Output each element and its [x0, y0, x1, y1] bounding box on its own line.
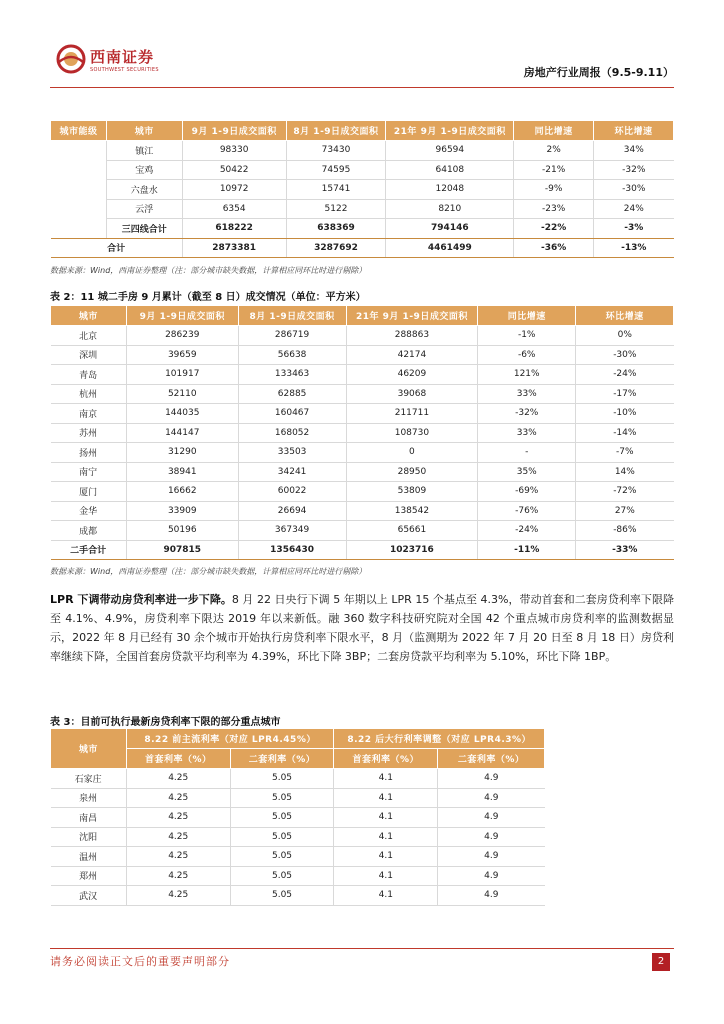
column-header: 8月 1-9日成交面积: [238, 306, 346, 326]
table-cell: 288863: [346, 326, 478, 346]
tier-cell: [51, 141, 107, 239]
table-cell: -: [478, 443, 576, 463]
page-header: [50, 38, 674, 88]
table-cell: 618222: [182, 219, 286, 239]
table-cell: 907815: [126, 540, 238, 560]
table-cell: 4.1: [334, 808, 438, 828]
table-cell: -69%: [478, 482, 576, 502]
table-cell: 温州: [51, 847, 127, 867]
table-row: [51, 827, 545, 847]
table-cell: -11%: [478, 540, 576, 560]
table-cell: 33909: [126, 501, 238, 521]
table-cell: -36%: [514, 238, 594, 258]
table-cell: 4.25: [126, 769, 230, 789]
table-cell: 青岛: [51, 365, 127, 385]
report-title: 房地产行业周报（9.5-9.11）: [523, 66, 674, 79]
table-cell: 46209: [346, 365, 478, 385]
table-row: [51, 521, 674, 541]
table-cell: -17%: [576, 384, 674, 404]
table-cell: 4.9: [438, 827, 545, 847]
table-cell: 南昌: [51, 808, 127, 828]
table-cell: 6354: [182, 199, 286, 219]
table-cell: 65661: [346, 521, 478, 541]
table-row: [51, 326, 674, 346]
column-header: 同比增速: [514, 121, 594, 141]
footer-divider: [50, 948, 674, 949]
table-cell: -13%: [594, 238, 674, 258]
table-cell: 0: [346, 443, 478, 463]
table-cell: 4.25: [126, 847, 230, 867]
table-cell: 北京: [51, 326, 127, 346]
table-cell: 64108: [386, 160, 514, 180]
table-row: [51, 769, 545, 789]
table-cell: 15741: [286, 180, 386, 200]
body-paragraph: [50, 590, 674, 666]
table-cell: 12048: [386, 180, 514, 200]
table-cell: 160467: [238, 404, 346, 424]
total-row: [51, 238, 674, 258]
table-cell: 4.9: [438, 769, 545, 789]
table-cell: 4461499: [386, 238, 514, 258]
table-cell: 38941: [126, 462, 238, 482]
table-cell: 8210: [386, 199, 514, 219]
table-row: [51, 808, 545, 828]
table-cell: 4.25: [126, 788, 230, 808]
company-logo: [50, 42, 250, 82]
table-row: [51, 501, 674, 521]
table-cell: 2%: [514, 141, 594, 161]
table-cell: 5.05: [230, 847, 334, 867]
table-cell: 144035: [126, 404, 238, 424]
table-cell: 286239: [126, 326, 238, 346]
table-cell: -32%: [478, 404, 576, 424]
table-row: [51, 365, 674, 385]
table-cell: 4.1: [334, 866, 438, 886]
table-cell: 4.1: [334, 788, 438, 808]
column-header: 二套利率（%）: [438, 749, 545, 769]
table-cell: 33%: [478, 384, 576, 404]
table-cell: 33%: [478, 423, 576, 443]
table-cell: 133463: [238, 365, 346, 385]
table-cell: 27%: [576, 501, 674, 521]
table-cell: -1%: [478, 326, 576, 346]
table-cell: 南宁: [51, 462, 127, 482]
table-header-row: [51, 729, 545, 749]
column-header: 首套利率（%）: [126, 749, 230, 769]
table-cell: 28950: [346, 462, 478, 482]
table-cell: 0%: [576, 326, 674, 346]
table-cell: 郑州: [51, 866, 127, 886]
table-row: [51, 866, 545, 886]
table-row: [51, 345, 674, 365]
table-cell: -30%: [594, 180, 674, 200]
table-caption: 表 2：11 城二手房 9 月累计（截至 8 日）成交情况（单位：平方米）: [50, 292, 366, 303]
group-header: 8.22 后大行利率调整（对应 LPR4.3%）: [334, 729, 545, 749]
table-cell: 云浮: [106, 199, 182, 219]
group-header: 8.22 前主流利率（对应 LPR4.45%）: [126, 729, 334, 749]
table-cell: 168052: [238, 423, 346, 443]
table-cell: 4.1: [334, 827, 438, 847]
table-cell: -6%: [478, 345, 576, 365]
table-cell: 39068: [346, 384, 478, 404]
table-cell: 宝鸡: [106, 160, 182, 180]
table-cell: 4.1: [334, 769, 438, 789]
logo-text: 西南证券: [90, 48, 155, 66]
table-cell: 33503: [238, 443, 346, 463]
table-cell: -30%: [576, 345, 674, 365]
table-cell: 4.1: [334, 847, 438, 867]
table-cell: 六盘水: [106, 180, 182, 200]
table-row: [51, 423, 674, 443]
table-cell: 5.05: [230, 788, 334, 808]
column-header: 21年 9月 1-9日成交面积: [346, 306, 478, 326]
table-cell: 121%: [478, 365, 576, 385]
table-cell: 101917: [126, 365, 238, 385]
mortgage-rate-table: [50, 728, 545, 906]
table-cell: 5.05: [230, 866, 334, 886]
table-cell: 南京: [51, 404, 127, 424]
table-cell: -86%: [576, 521, 674, 541]
table-row: [51, 886, 545, 906]
table-row: [51, 160, 674, 180]
table-cell: 4.25: [126, 886, 230, 906]
table-cell: 96594: [386, 141, 514, 161]
table-row: [51, 199, 674, 219]
table-cell: 74595: [286, 160, 386, 180]
table-cell: 108730: [346, 423, 478, 443]
table-cell: 286719: [238, 326, 346, 346]
table-cell: 5.05: [230, 769, 334, 789]
column-header: 城市: [51, 306, 127, 326]
table-cell: 211711: [346, 404, 478, 424]
table-cell: 794146: [386, 219, 514, 239]
table-cell: 5.05: [230, 827, 334, 847]
paragraph-lead: LPR 下调带动房贷利率进一步下降。: [50, 593, 232, 606]
table-cell: -7%: [576, 443, 674, 463]
table-cell: 39659: [126, 345, 238, 365]
column-header: 城市能级: [51, 121, 107, 141]
table-cell: 金华: [51, 501, 127, 521]
column-header: 城市: [106, 121, 182, 141]
table-cell: 34%: [594, 141, 674, 161]
table-cell: 4.9: [438, 847, 545, 867]
table-cell: 24%: [594, 199, 674, 219]
disclaimer-text: 请务必阅读正文后的重要声明部分: [50, 955, 230, 968]
table-cell: 5.05: [230, 808, 334, 828]
table-cell: 4.25: [126, 808, 230, 828]
table-row: [51, 404, 674, 424]
source-note: 数据来源：Wind，西南证券整理（注：部分城市缺失数据，计算相应同环比时进行剔除）: [50, 266, 367, 275]
table-cell: 成都: [51, 521, 127, 541]
table-cell: 31290: [126, 443, 238, 463]
table-header-row: [51, 121, 674, 141]
table-row: [51, 788, 545, 808]
subtotal-row: [51, 219, 674, 239]
table-row: [51, 180, 674, 200]
table-cell: 1023716: [346, 540, 478, 560]
table-cell: 5.05: [230, 886, 334, 906]
table-cell: 56638: [238, 345, 346, 365]
table-cell: 1356430: [238, 540, 346, 560]
table-cell: -76%: [478, 501, 576, 521]
column-header: 二套利率（%）: [230, 749, 334, 769]
table-cell: 98330: [182, 141, 286, 161]
table-cell: -3%: [594, 219, 674, 239]
table-row: [51, 847, 545, 867]
table-row: [51, 141, 674, 161]
table-cell: 138542: [346, 501, 478, 521]
table-cell: 52110: [126, 384, 238, 404]
table-cell: 4.25: [126, 827, 230, 847]
table-cell: 34241: [238, 462, 346, 482]
table-row: [51, 384, 674, 404]
table-cell: 4.25: [126, 866, 230, 886]
table-cell: 42174: [346, 345, 478, 365]
table-cell: -14%: [576, 423, 674, 443]
column-header: 环比增速: [576, 306, 674, 326]
table-cell: 4.9: [438, 886, 545, 906]
table-header-row: [51, 306, 674, 326]
table-cell: 深圳: [51, 345, 127, 365]
total-row: [51, 540, 674, 560]
table-cell: 4.9: [438, 788, 545, 808]
table-cell: -10%: [576, 404, 674, 424]
header-divider: [50, 87, 674, 88]
table-cell: 144147: [126, 423, 238, 443]
table-cell: 4.1: [334, 886, 438, 906]
table-cell: -24%: [478, 521, 576, 541]
table-caption: 表 3：目前可执行最新房贷利率下限的部分重点城市: [50, 717, 281, 728]
table-cell: -24%: [576, 365, 674, 385]
table-cell: 62885: [238, 384, 346, 404]
table-cell: 53809: [346, 482, 478, 502]
table-cell: 10972: [182, 180, 286, 200]
table-cell: -9%: [514, 180, 594, 200]
second-hand-table: [50, 305, 674, 560]
table-cell: 60022: [238, 482, 346, 502]
table-cell: 二手合计: [51, 540, 127, 560]
table-cell: 16662: [126, 482, 238, 502]
column-header: 8月 1-9日成交面积: [286, 121, 386, 141]
table-cell: 厦门: [51, 482, 127, 502]
table-cell: -32%: [594, 160, 674, 180]
column-header: 同比增速: [478, 306, 576, 326]
table-cell: 35%: [478, 462, 576, 482]
table-cell: 3287692: [286, 238, 386, 258]
table-cell: 杭州: [51, 384, 127, 404]
table-cell: 367349: [238, 521, 346, 541]
column-header: 9月 1-9日成交面积: [126, 306, 238, 326]
table-cell: 14%: [576, 462, 674, 482]
table-cell: 泉州: [51, 788, 127, 808]
table-cell: 合计: [51, 238, 183, 258]
table-cell: 638369: [286, 219, 386, 239]
table-cell: 50196: [126, 521, 238, 541]
table-cell: 4.9: [438, 808, 545, 828]
table-cell: 石家庄: [51, 769, 127, 789]
table-cell: -33%: [576, 540, 674, 560]
page-number: 2: [652, 953, 670, 971]
new-home-table: [50, 120, 674, 258]
column-header: 21年 9月 1-9日成交面积: [386, 121, 514, 141]
column-header: 环比增速: [594, 121, 674, 141]
table-cell: 沈阳: [51, 827, 127, 847]
table-cell: 扬州: [51, 443, 127, 463]
table-cell: 50422: [182, 160, 286, 180]
column-header: 9月 1-9日成交面积: [182, 121, 286, 141]
table-cell: -72%: [576, 482, 674, 502]
table-cell: 4.9: [438, 866, 545, 886]
table-cell: 苏州: [51, 423, 127, 443]
paragraph-body: 8 月 22 日央行下调 5 年期以上 LPR 15 个基点至 4.3%，带动首套和二套房贷利率下限降至 4.1%、4.9%，房贷利率下限达 2019 年以来新低。融 360 数字科技研究院对全国 42 个重点城市房贷利率的监测数据显示，2022 年 8 月已经有 30 余个城市开始执行房贷利率下限水平，8 月（监测期为 2022 年 7 月 20 日至 8 月 18 日）房贷利率继续下降，全国首套房贷款平均利率为 4.39%，环比下降 3BP；二套房贷款平均利率为 5.10%，环比下降 1BP。: [50, 593, 674, 663]
table-cell: 73430: [286, 141, 386, 161]
column-header: 城市: [51, 729, 127, 769]
table-row: [51, 443, 674, 463]
logo-subtext: SOUTHWEST SECURITIES: [90, 67, 159, 73]
column-header: 首套利率（%）: [334, 749, 438, 769]
table-cell: -23%: [514, 199, 594, 219]
table-cell: -22%: [514, 219, 594, 239]
source-note: 数据来源：Wind，西南证券整理（注：部分城市缺失数据，计算相应同环比时进行剔除）: [50, 567, 367, 576]
logo-mark-icon: [56, 44, 86, 74]
table-cell: 武汉: [51, 886, 127, 906]
table-row: [51, 482, 674, 502]
table-cell: 5122: [286, 199, 386, 219]
table-row: [51, 462, 674, 482]
table-cell: -21%: [514, 160, 594, 180]
table-cell: 2873381: [182, 238, 286, 258]
table-cell: 26694: [238, 501, 346, 521]
table-cell: 三四线合计: [106, 219, 182, 239]
table-cell: 镇江: [106, 141, 182, 161]
